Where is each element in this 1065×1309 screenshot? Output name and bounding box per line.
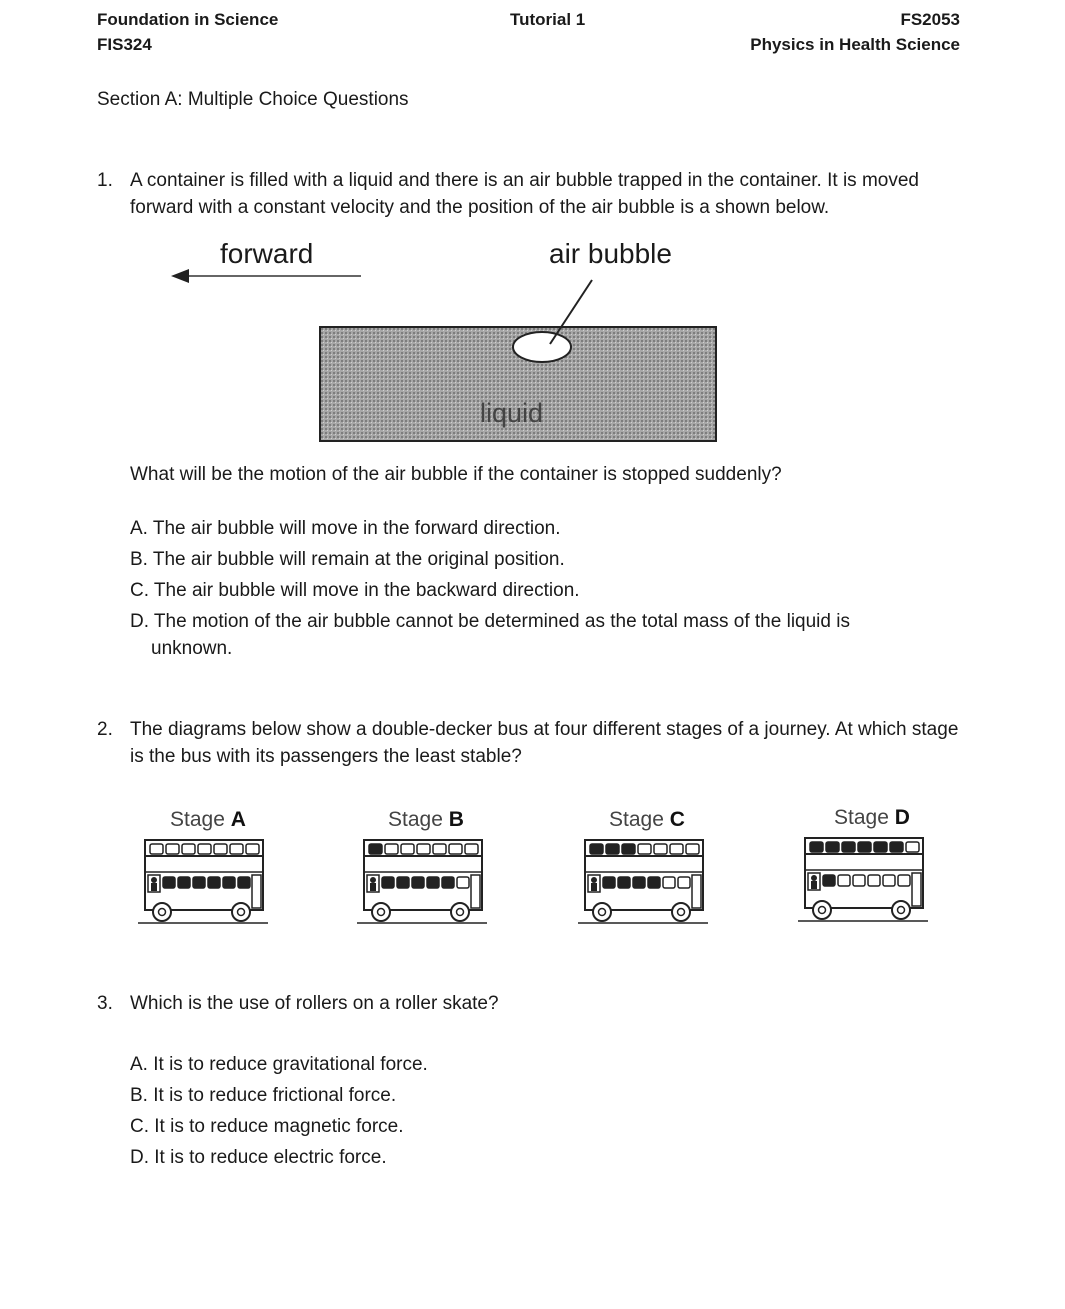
lower-passenger — [382, 877, 394, 888]
option-d: D. The motion of the air bubble cannot be determined as the total mass of the liquid is — [130, 611, 850, 632]
lower-passenger — [648, 877, 660, 888]
upper-window — [906, 842, 919, 852]
driver-body — [151, 883, 157, 891]
question-text: is the bus with its passengers the least stable? — [130, 746, 522, 767]
course-code: FIS324 — [97, 35, 152, 54]
lower-window — [457, 877, 469, 888]
lower-passenger — [223, 877, 235, 888]
driver-body — [370, 883, 376, 891]
upper-window — [654, 844, 667, 854]
upper-window — [401, 844, 414, 854]
upper-window — [246, 844, 259, 854]
bus-door — [471, 875, 480, 908]
question-text: Which is the use of rollers on a roller skate? — [130, 993, 499, 1014]
lower-passenger — [208, 877, 220, 888]
stage-label: Stage C — [609, 808, 685, 831]
driver-head — [151, 877, 157, 883]
wheel-hub — [599, 909, 606, 916]
upper-passenger — [890, 842, 903, 852]
upper-window — [638, 844, 651, 854]
container-diagram — [165, 236, 725, 446]
course-name: Foundation in Science — [97, 10, 279, 29]
lower-window — [898, 875, 910, 886]
lower-window — [853, 875, 865, 886]
wheel-hub — [819, 907, 826, 914]
upper-passenger — [606, 844, 619, 854]
option-a: A. It is to reduce gravitational force. — [130, 1054, 428, 1075]
option-c: C. It is to reduce magnetic force. — [130, 1116, 404, 1137]
bus-illustration — [798, 836, 933, 928]
lower-passenger — [163, 877, 175, 888]
subject-name: Physics in Health Science — [750, 35, 960, 54]
bus-illustration — [138, 838, 273, 930]
wheel-hub — [898, 907, 905, 914]
driver-head — [370, 877, 376, 883]
section-title: Section A: Multiple Choice Questions — [97, 89, 409, 110]
stage-label: Stage A — [170, 808, 246, 831]
stage-label: Stage B — [388, 808, 464, 831]
lower-passenger — [412, 877, 424, 888]
driver-body — [591, 883, 597, 891]
upper-passenger — [622, 844, 635, 854]
bus-door — [252, 875, 261, 908]
lower-window — [663, 877, 675, 888]
driver-head — [811, 875, 817, 881]
wheel-hub — [678, 909, 685, 916]
air-bubble — [513, 332, 571, 362]
wheel-hub — [457, 909, 464, 916]
upper-window — [230, 844, 243, 854]
upper-window — [385, 844, 398, 854]
lower-passenger — [442, 877, 454, 888]
driver-body — [811, 881, 817, 889]
forward-label: forward — [220, 238, 314, 269]
wheel-hub — [378, 909, 385, 916]
lower-passenger — [618, 877, 630, 888]
question-number: 2. — [97, 719, 113, 740]
upper-window — [150, 844, 163, 854]
upper-window — [166, 844, 179, 854]
question-number: 1. — [97, 170, 113, 191]
option-b: B. It is to reduce frictional force. — [130, 1085, 397, 1106]
option-a: A. The air bubble will move in the forward direction. — [130, 518, 561, 539]
question-text: A container is filled with a liquid and there is an air bubble trapped in the container. It is moved — [130, 170, 919, 191]
upper-window — [417, 844, 430, 854]
driver-head — [591, 877, 597, 883]
bubble-label: air bubble — [549, 238, 672, 269]
upper-passenger — [810, 842, 823, 852]
bus-door — [912, 873, 921, 906]
upper-window — [433, 844, 446, 854]
upper-window — [465, 844, 478, 854]
lower-window — [883, 875, 895, 886]
upper-passenger — [858, 842, 871, 852]
lower-passenger — [238, 877, 250, 888]
question-text: forward with a constant velocity and the position of the air bubble is a shown below. — [130, 197, 830, 218]
air-bubble-figure — [165, 236, 725, 446]
option-c: C. The air bubble will move in the backward direction. — [130, 580, 580, 601]
lower-window — [838, 875, 850, 886]
stage-label: Stage D — [834, 806, 910, 829]
tutorial-title: Tutorial 1 — [510, 10, 586, 29]
question-text: The diagrams below show a double-decker bus at four different stages of a journey. At which stage — [130, 719, 959, 740]
lower-window — [868, 875, 880, 886]
question-prompt: What will be the motion of the air bubble if the container is stopped suddenly? — [130, 464, 782, 485]
lower-passenger — [178, 877, 190, 888]
lower-passenger — [427, 877, 439, 888]
upper-window — [670, 844, 683, 854]
subject-code: FS2053 — [900, 10, 960, 29]
option-d-continued: unknown. — [151, 638, 233, 659]
upper-passenger — [874, 842, 887, 852]
bus-illustration — [357, 838, 492, 930]
bus-door — [692, 875, 701, 908]
upper-passenger — [826, 842, 839, 852]
wheel-hub — [159, 909, 166, 916]
arrow-left-icon — [171, 269, 189, 283]
wheel-hub — [238, 909, 245, 916]
lower-passenger — [823, 875, 835, 886]
lower-window — [678, 877, 690, 888]
lower-passenger — [633, 877, 645, 888]
lower-passenger — [193, 877, 205, 888]
question-number: 3. — [97, 993, 113, 1014]
upper-passenger — [590, 844, 603, 854]
upper-window — [449, 844, 462, 854]
option-d: D. It is to reduce electric force. — [130, 1147, 387, 1168]
lower-passenger — [603, 877, 615, 888]
lower-passenger — [397, 877, 409, 888]
upper-window — [214, 844, 227, 854]
option-b: B. The air bubble will remain at the original position. — [130, 549, 565, 570]
upper-window — [182, 844, 195, 854]
upper-passenger — [842, 842, 855, 852]
liquid-label: liquid — [480, 398, 544, 428]
upper-window — [198, 844, 211, 854]
bus-illustration — [578, 838, 713, 930]
upper-window — [686, 844, 699, 854]
upper-passenger — [369, 844, 382, 854]
